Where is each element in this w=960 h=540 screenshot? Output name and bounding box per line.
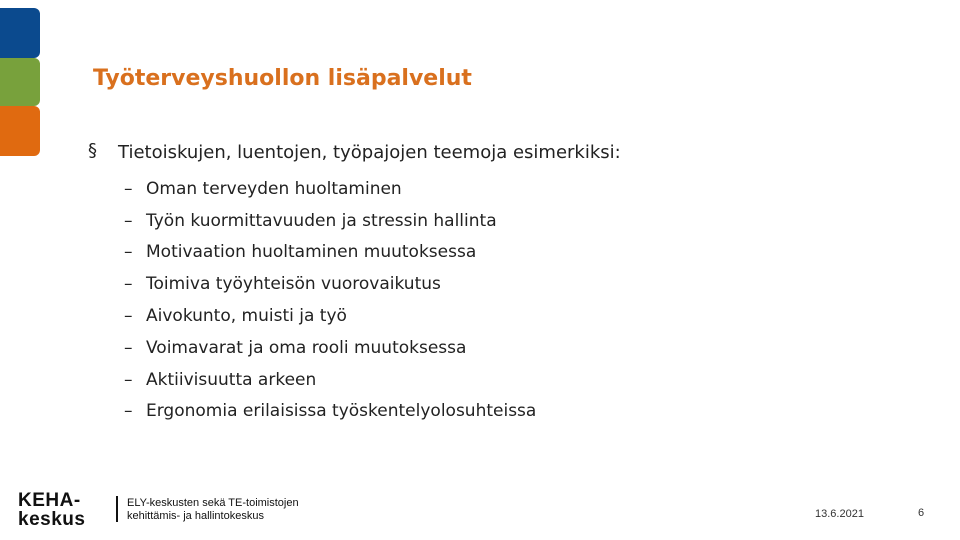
logo-line-2: keskus xyxy=(18,509,86,530)
list-item-text: Toimiva työyhteisön vuorovaikutus xyxy=(146,274,441,295)
org-line-2: kehittämis- ja hallintokeskus xyxy=(127,510,264,522)
list-item-text: Aktiivisuutta arkeen xyxy=(146,369,317,390)
accent-bar-blue xyxy=(0,8,40,58)
logo-line-1: KEHA- xyxy=(18,490,81,511)
list-item xyxy=(124,396,536,428)
dash-icon: – xyxy=(124,274,133,295)
list-item-text: Oman terveyden huoltaminen xyxy=(146,178,402,199)
list-item-text: Aivokunto, muisti ja työ xyxy=(146,306,347,327)
list-item xyxy=(124,205,536,237)
dash-icon: – xyxy=(124,306,133,327)
list-item xyxy=(124,332,536,364)
org-line-1: ELY-keskusten sekä TE-toimistojen xyxy=(127,497,299,509)
accent-bar-green xyxy=(0,58,40,106)
list-item-text: Työn kuormittavuuden ja stressin hallinta xyxy=(146,210,497,231)
organization-name xyxy=(127,497,299,523)
dash-icon: – xyxy=(124,369,133,390)
list-item-text: Motivaation huoltaminen muutoksessa xyxy=(146,242,477,263)
list-item xyxy=(124,268,536,300)
accent-bar-orange xyxy=(0,106,40,156)
list-item xyxy=(124,237,536,269)
slide-title: Työterveyshuollon lisäpalvelut xyxy=(93,66,472,91)
square-bullet-icon: § xyxy=(88,140,97,161)
main-bullet-text: Tietoiskujen, luentojen, työpajojen teemoja esimerkiksi: xyxy=(118,142,621,163)
dash-icon: – xyxy=(124,242,133,263)
dash-icon: – xyxy=(124,337,133,358)
list-item xyxy=(124,300,536,332)
dash-icon: – xyxy=(124,401,133,422)
keha-logo xyxy=(18,491,85,529)
list-item xyxy=(124,364,536,396)
dash-icon: – xyxy=(124,210,133,231)
list-item-text: Voimavarat ja oma rooli muutoksessa xyxy=(146,337,467,358)
list-item xyxy=(124,173,536,205)
dash-icon: – xyxy=(124,178,133,199)
footer-date: 13.6.2021 xyxy=(815,508,864,520)
footer-divider xyxy=(116,496,118,522)
page-number: 6 xyxy=(918,507,925,519)
sub-bullet-list xyxy=(124,173,536,427)
list-item-text: Ergonomia erilaisissa työskentelyolosuhteissa xyxy=(146,401,537,422)
